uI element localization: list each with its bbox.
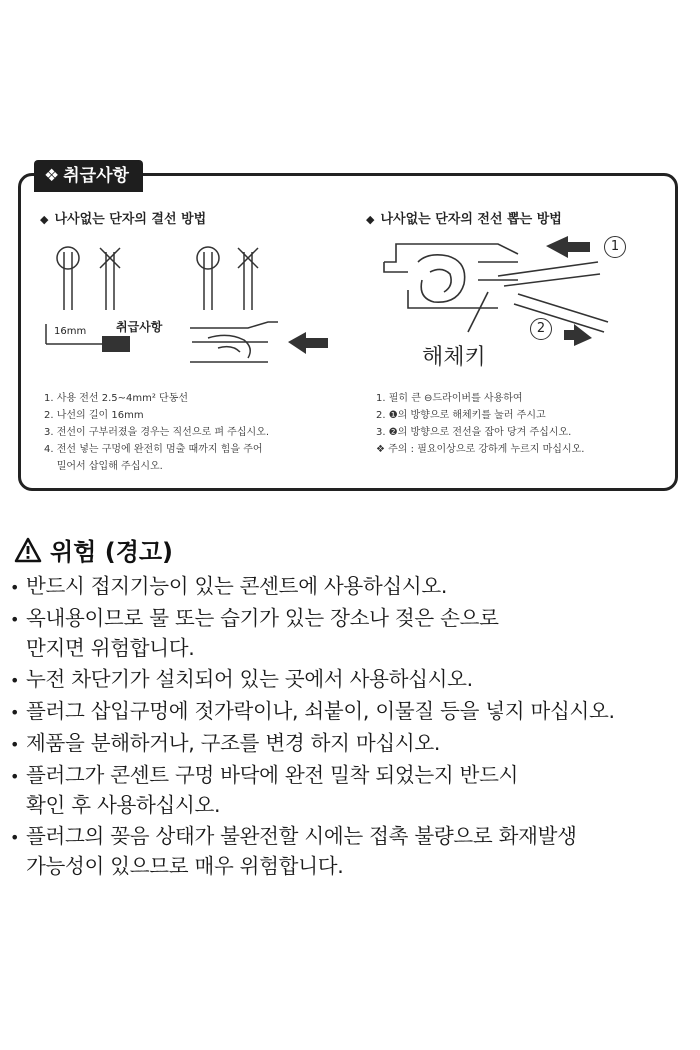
marker-2: 2: [530, 318, 552, 340]
warning-item: • 반드시 접지기능이 있는 콘센트에 사용하십시오.: [10, 572, 690, 602]
bullet-icon: •: [10, 578, 20, 597]
warning-list: [10, 572, 690, 883]
diamond-bullet-icon: ◆: [366, 213, 375, 226]
handling-tab: [34, 160, 143, 192]
warning-item: • 옥내용이므로 물 또는 습기가 있는 장소나 젖은 손으로 만지면 위험합니다.: [10, 606, 499, 660]
right-step: 2. ❶의 방향으로 해체키를 눌러 주시고: [376, 410, 546, 421]
right-subhead: [366, 208, 562, 227]
left-step: 4. 전선 넣는 구멍에 완전히 멈출 때까지 힘을 주어: [44, 444, 263, 455]
bullet-icon: •: [10, 828, 20, 847]
bullet-icon: •: [10, 735, 20, 754]
left-steps: [44, 390, 269, 475]
left-title: 나사없는 단자의 결선 방법: [54, 212, 207, 227]
warning-item: • 플러그 삽입구멍에 젓가락이나, 쇠붙이, 이물질 등을 넣지 마십시오.: [10, 697, 690, 727]
wire-illustration-icon: [40, 238, 300, 318]
right-title: 나사없는 단자의 전선 뽑는 방법: [380, 212, 562, 227]
bullet-icon: •: [10, 703, 20, 722]
bullet-icon: •: [10, 767, 20, 786]
right-step: 3. ❷의 방향으로 전선을 잡아 당겨 주십시오.: [376, 427, 572, 438]
strip-label: 취급사항: [116, 320, 163, 334]
wire-length-label: 16mm: [54, 326, 87, 337]
warning-title: [14, 532, 173, 567]
left-step: 밀어서 삽입해 주십시오.: [44, 461, 163, 472]
warning-item: • 제품을 분해하거나, 구조를 변경 하지 마십시오.: [10, 729, 690, 759]
left-step: 2. 나선의 길이 16mm: [44, 410, 144, 421]
warning-item: • 플러그의 꽂음 상태가 불완전할 시에는 접촉 불량으로 화재발생 가능성이 있으므로 매우 위험합니다.: [10, 824, 577, 878]
diamond-bullet-icon: ◆: [40, 213, 49, 226]
warning-item: • 누전 차단기가 설치되어 있는 곳에서 사용하십시오.: [10, 665, 690, 695]
release-key-label: 해체키: [422, 345, 486, 370]
left-step: 1. 사용 전선 2.5~4mm² 단동선: [44, 393, 189, 404]
bullet-icon: •: [10, 610, 20, 629]
warning-item: • 플러그가 콘센트 구멍 바닥에 완전 밀착 되었는지 반드시 확인 후 사용하십시오.: [10, 763, 519, 817]
terminal-insert-icon: [188, 318, 338, 373]
marker-1: 1: [604, 236, 626, 258]
warning-title-text: 위험 (경고): [50, 538, 174, 566]
release-key-diagram-icon: [378, 232, 618, 352]
handling-tab-label: 취급사항: [63, 166, 129, 186]
left-step: 3. 전선이 구부러졌을 경우는 직선으로 펴 주십시오.: [44, 427, 269, 438]
right-steps: [376, 390, 584, 458]
warning-triangle-icon: [14, 537, 42, 563]
left-subhead: [40, 208, 206, 227]
bullet-icon: •: [10, 671, 20, 690]
diamond-marker-icon: ❖: [44, 166, 60, 186]
right-step: ❖ 주의 : 필요이상으로 강하게 누르지 마십시오.: [376, 444, 585, 455]
right-step: 1. 필히 큰 ⊖드라이버를 사용하여: [376, 393, 523, 404]
